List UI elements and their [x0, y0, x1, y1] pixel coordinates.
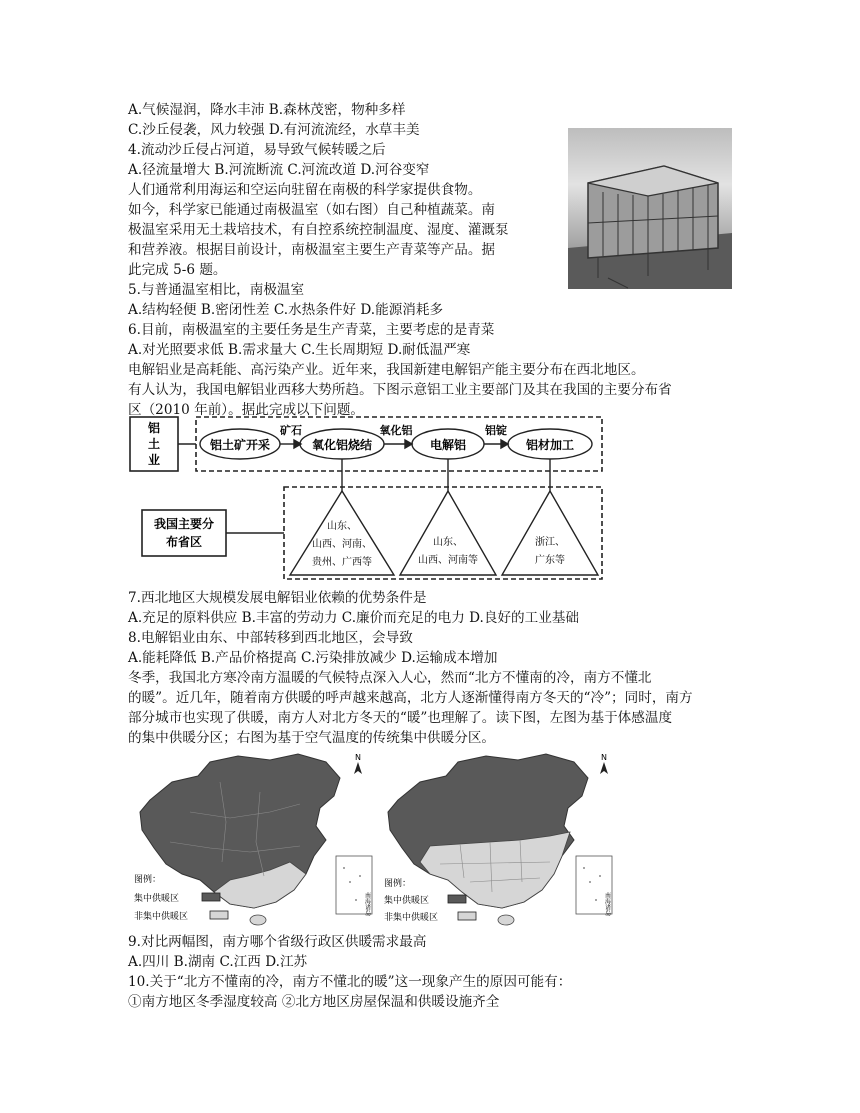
stage-label-2: 氧化铝烧结 [311, 438, 373, 452]
line-1: A.气候湿润，降水丰沛 B.森林茂密，物种多样 [128, 102, 406, 118]
line-18: A.充足的原料供应 B.丰富的劳动力 C.廉价而充足的电力 D.良好的工业基础 [128, 610, 580, 626]
province-2-line-1: 山东、 [433, 537, 463, 548]
legend-swatch-noncentral-left [210, 911, 228, 919]
line-22: 的暖”。近几年，随着南方供暖的呼声越来越高，北方人逐渐懂得南方冬天的“冷”；同时，南方 [128, 690, 693, 706]
north-label-right: N [601, 753, 607, 762]
legend-central-right: 集中供暖区 [384, 896, 430, 906]
line-27: 10.关于“北方不懂南的冷，南方不懂北的暖”这一现象产生的原因可能有： [128, 974, 572, 990]
legend-central-left: 集中供暖区 [134, 894, 180, 904]
legend-swatch-central-right [448, 895, 466, 903]
line-7: 极温室采用无土栽培技术，有自控系统控制温度、湿度、灌溉泵 [128, 222, 509, 238]
province-1-line-2: 山西、河南、 [312, 539, 372, 550]
north-label-left: N [355, 753, 361, 762]
line-11: A.结构轻便 B.密闭性差 C.水热条件好 D.能源消耗多 [128, 302, 444, 318]
greenhouse-illustration [568, 128, 732, 289]
legend-noncentral-right: 非集中供暖区 [384, 913, 439, 923]
industry-label-3: 业 [147, 453, 161, 467]
arrow-label-ingot: 铝锭 [485, 424, 507, 437]
legend-title-left: 图例： [134, 875, 162, 885]
legend-swatch-central-left [202, 893, 220, 901]
inset-label-left: 南海诸岛 [363, 892, 371, 916]
line-6: 如今，科学家已能通过南极温室（如右图）自己种植蔬菜。南 [128, 202, 496, 218]
line-13: A.对光照要求低 B.需求量大 C.生长周期短 D.耐低温严寒 [128, 342, 471, 358]
province-3-line-1: 浙江、 [535, 537, 565, 548]
stage-label-1: 铝土矿开采 [209, 438, 271, 452]
line-23: 部分城市也实现了供暖，南方人对北方冬天的“暖”也理解了。读下图，左图为基于体感温度 [128, 710, 673, 726]
line-17: 7.西北地区大规模发展电解铝业依赖的优势条件是 [128, 590, 427, 606]
line-19: 8.电解铝业由东、中部转移到西北地区，会导致 [128, 630, 413, 646]
line-2: C.沙丘侵袭，风力较强 D.有河流流经，水草丰美 [128, 122, 420, 138]
region-label-2: 布省区 [165, 535, 203, 549]
line-15: 有人认为，我国电解铝业西移大势所趋。下图示意铝工业主要部门及其在我国的主要分布省 [128, 382, 672, 398]
line-12: 6.目前，南极温室的主要任务是生产青菜，主要考虑的是青菜 [128, 322, 495, 338]
line-21: 冬季，我国北方寒冷南方温暖的气候特点深入人心，然而“北方不懂南的冷，南方不懂北 [128, 670, 652, 686]
province-2-line-2: 山西、河南等 [418, 555, 478, 566]
line-26: A.四川 B.湖南 C.江西 D.江苏 [128, 954, 308, 970]
industry-label-2: 土 [147, 437, 161, 451]
inset-label-right: 南海诸岛 [603, 892, 611, 916]
north-arrow-left [354, 753, 362, 774]
line-28: ①南方地区冬季湿度较高 ②北方地区房屋保温和供暖设施齐全 [128, 994, 500, 1010]
line-3: 4.流动沙丘侵占河道，易导致气候转暖之后 [128, 142, 386, 158]
line-8: 和营养液。根据目前设计，南极温室主要生产青菜等产品。据 [128, 242, 496, 258]
greenhouse-photo [568, 128, 732, 289]
region-label-1: 我国主要分 [153, 517, 215, 531]
legend-title-right: 图例： [384, 879, 412, 889]
arrow-label-ore: 矿石 [280, 424, 302, 437]
line-20: A.能耗降低 B.产品价格提高 C.污染排放减少 D.运输成本增加 [128, 650, 498, 666]
province-3-line-2: 广东等 [535, 555, 565, 566]
industry-label-1: 铝 [147, 421, 161, 435]
legend-noncentral-left: 非集中供暖区 [134, 912, 189, 922]
line-14: 电解铝业是高耗能、高污染产业。近年来，我国新建电解铝产能主要分布在西北地区。 [128, 362, 645, 378]
province-1-line-1: 山东、 [327, 521, 357, 532]
line-10: 5.与普通温室相比，南极温室 [128, 282, 305, 298]
aluminum-industry-diagram [128, 413, 606, 581]
legend-swatch-noncentral-right [458, 912, 476, 920]
north-arrow-right [600, 753, 608, 774]
stage-label-4: 铝材加工 [525, 438, 575, 452]
heating-zone-maps [130, 752, 618, 930]
line-5: 人们通常利用海运和空运向驻留在南极的科学家提供食物。 [128, 182, 482, 198]
arrow-label-alumina: 氧化铝 [379, 424, 413, 437]
line-9: 此完成 5-6 题。 [128, 262, 227, 278]
line-16: 区（2010 年前）。据此完成以下问题。 [128, 402, 365, 418]
province-1-line-3: 贵州、广西等 [312, 557, 372, 568]
line-25: 9.对比两幅图，南方哪个省级行政区供暖需求最高 [128, 934, 427, 950]
line-4: A.径流量增大 B.河流断流 C.河流改道 D.河谷变窄 [128, 162, 430, 178]
stage-label-3: 电解铝 [429, 438, 467, 452]
line-24: 的集中供暖分区；右图为基于空气温度的传统集中供暖分区。 [128, 730, 496, 746]
